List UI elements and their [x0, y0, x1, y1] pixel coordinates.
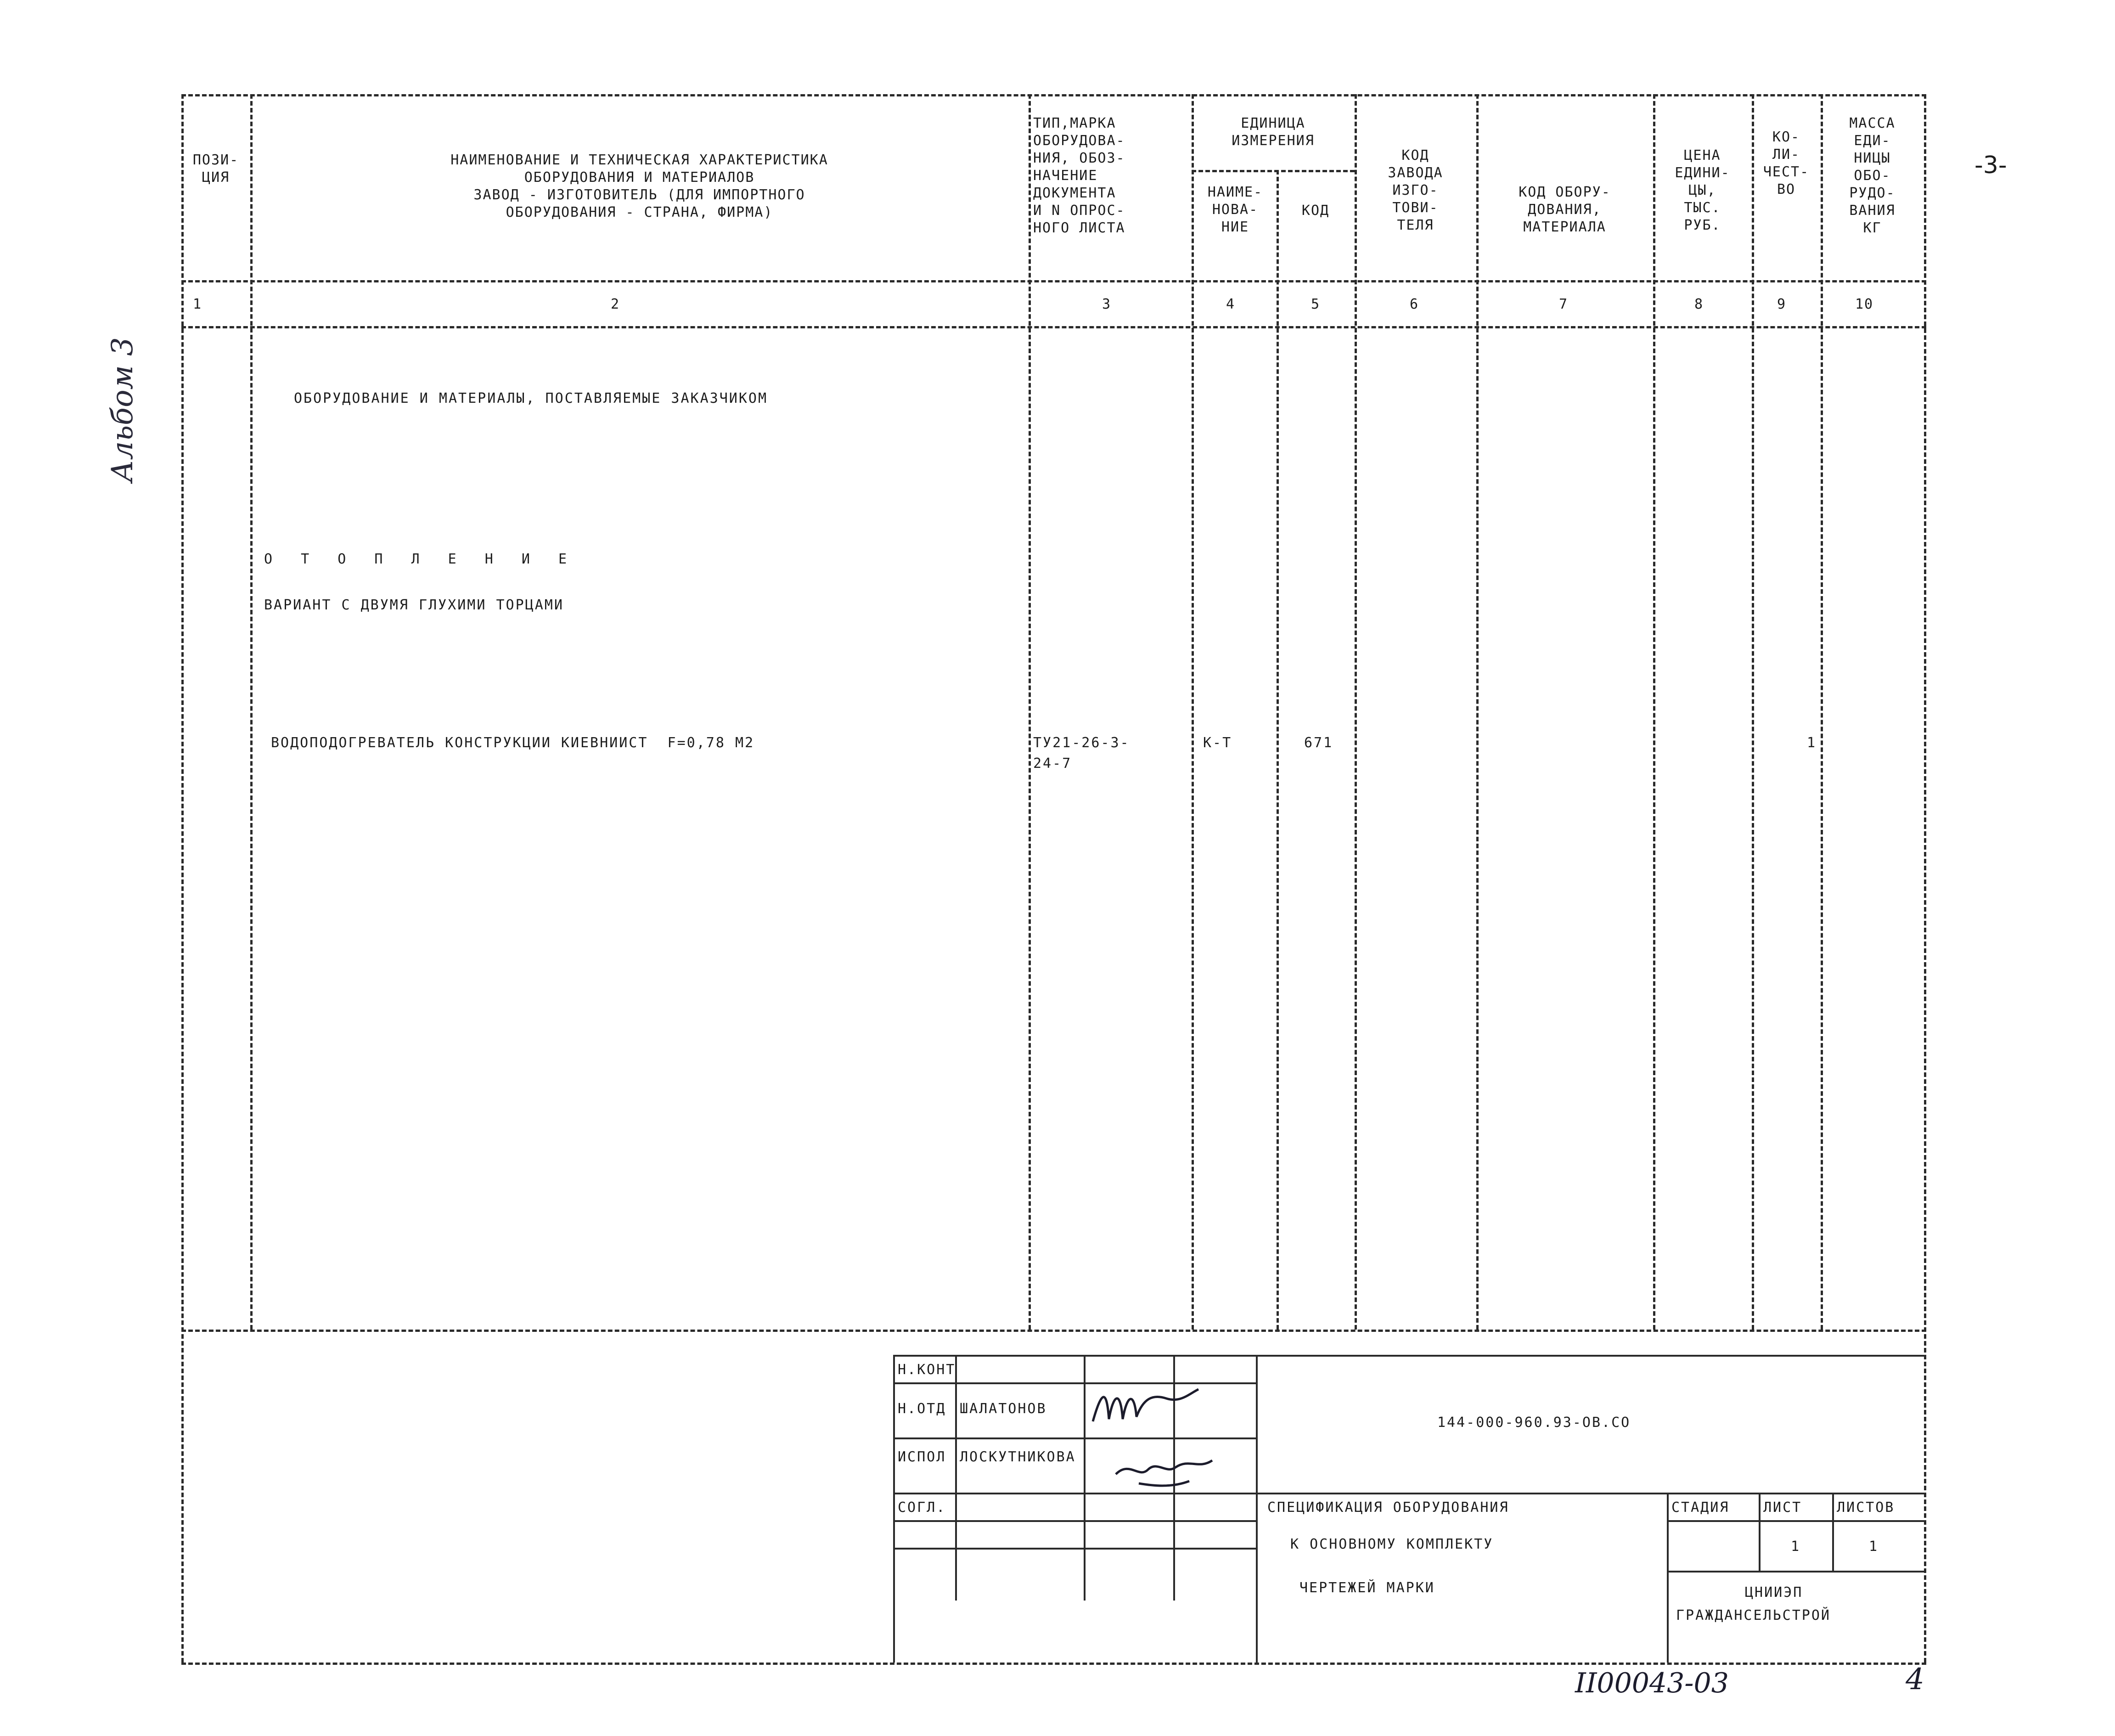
role-label: ИСПОЛ	[898, 1449, 946, 1465]
col-number: 6	[1410, 296, 1419, 312]
inventory-number: II00043-03	[1575, 1667, 1729, 1699]
signature-mark	[1111, 1442, 1221, 1497]
role-label: Н.ОТД	[898, 1401, 946, 1417]
item-type-line1: ТУ21-26-3-	[1033, 735, 1130, 751]
sheet-value: 1	[1791, 1539, 1801, 1555]
subsection-heating: О Т О П Л Е Н И Е	[264, 551, 577, 567]
sheets-label: ЛИСТОВ	[1837, 1499, 1895, 1516]
role-label: Н.КОНТ	[898, 1362, 956, 1378]
col-header-position: ПОЗИ- ЦИЯ	[192, 152, 239, 186]
col-number: 10	[1855, 296, 1874, 312]
album-label: Альбом 3	[106, 337, 140, 482]
col-number: 3	[1102, 296, 1112, 312]
col-number: 4	[1226, 296, 1236, 312]
document-title: ЧЕРТЕЖЕЙ МАРКИ	[1299, 1580, 1435, 1596]
col-number: 1	[193, 296, 202, 312]
item-type-line2: 24-7	[1033, 755, 1072, 772]
col-header-mass: МАССА ЕДИ- НИЦЫ ОБО- РУДО- ВАНИЯ КГ	[1849, 115, 1896, 236]
section-title: ОБОРУДОВАНИЕ И МАТЕРИАЛЫ, ПОСТАВЛЯЕМЫЕ ЗАКАЗЧИКОМ	[294, 390, 768, 406]
col-number: 2	[611, 296, 620, 312]
col-header-unit-code: КОД	[1301, 203, 1330, 219]
document-title: К ОСНОВНОМУ КОМПЛЕКТУ	[1290, 1536, 1494, 1552]
signature-mark	[1088, 1380, 1208, 1431]
page-number: 4	[1906, 1663, 1924, 1697]
item-unit: К-Т	[1203, 735, 1232, 751]
col-header-unit-name: НАИМЕ- НОВА- НИЕ	[1207, 184, 1263, 235]
col-header-price: ЦЕНА ЕДИНИ- ЦЫ, ТЫС. РУБ.	[1675, 147, 1730, 233]
col-header-type: ТИП,МАРКА ОБОРУДОВА- НИЯ, ОБОЗ- НАЧЕНИЕ ДОКУМЕНТА И N ОПРОС- НОГО ЛИСТА	[1033, 115, 1125, 236]
sheet-label: ЛИСТ	[1763, 1499, 1802, 1516]
role-name: ШАЛАТОНОВ	[960, 1401, 1047, 1417]
organization-name: ЦНИИЭП	[1745, 1584, 1803, 1601]
item-name: ВОДОПОДОГРЕВАТЕЛЬ КОНСТРУКЦИИ КИЕВНИИСТ F=0,78 М2	[271, 735, 755, 751]
sheets-value: 1	[1869, 1539, 1879, 1555]
item-quantity: 1	[1807, 735, 1817, 751]
stage-label: СТАДИЯ	[1671, 1499, 1730, 1516]
col-header-name: НАИМЕНОВАНИЕ И ТЕХНИЧЕСКАЯ ХАРАКТЕРИСТИКА ОБОРУДОВАНИЯ И МАТЕРИАЛОВ ЗАВОД - ИЗГОТОВИТЕЛЬ (ДЛЯ ИМПОРТНОГО ОБОРУДОВАНИЯ - СТРАНА, ФИРМА)	[450, 152, 828, 220]
document-code: 144-000-960.93-ОВ.СО	[1437, 1415, 1631, 1431]
col-header-unit-group: ЕДИНИЦА ИЗМЕРЕНИЯ	[1232, 115, 1315, 149]
item-unit-code: 671	[1304, 735, 1333, 751]
col-header-equipment-code: КОД ОБОРУ- ДОВАНИЯ, МАТЕРИАЛА	[1519, 184, 1611, 235]
role-label: СОГЛ.	[898, 1499, 946, 1516]
col-number: 9	[1777, 296, 1787, 312]
role-name: ЛОСКУТНИКОВА	[960, 1449, 1076, 1465]
col-number: 7	[1559, 296, 1569, 312]
col-header-quantity: КО- ЛИ- ЧЕСТ- ВО	[1763, 129, 1810, 197]
col-header-factory-code: КОД ЗАВОДА ИЗГО- ТОВИ- ТЕЛЯ	[1388, 147, 1443, 233]
organization-name: ГРАЖДАНСЕЛЬСТРОЙ	[1676, 1607, 1831, 1623]
document-title: СПЕЦИФИКАЦИЯ ОБОРУДОВАНИЯ	[1267, 1499, 1509, 1516]
col-number: 8	[1694, 296, 1704, 312]
variant-label: ВАРИАНТ С ДВУМЯ ГЛУХИМИ ТОРЦАМИ	[264, 597, 564, 613]
col-number: 5	[1311, 296, 1321, 312]
page-marker: -3-	[1974, 152, 2007, 179]
